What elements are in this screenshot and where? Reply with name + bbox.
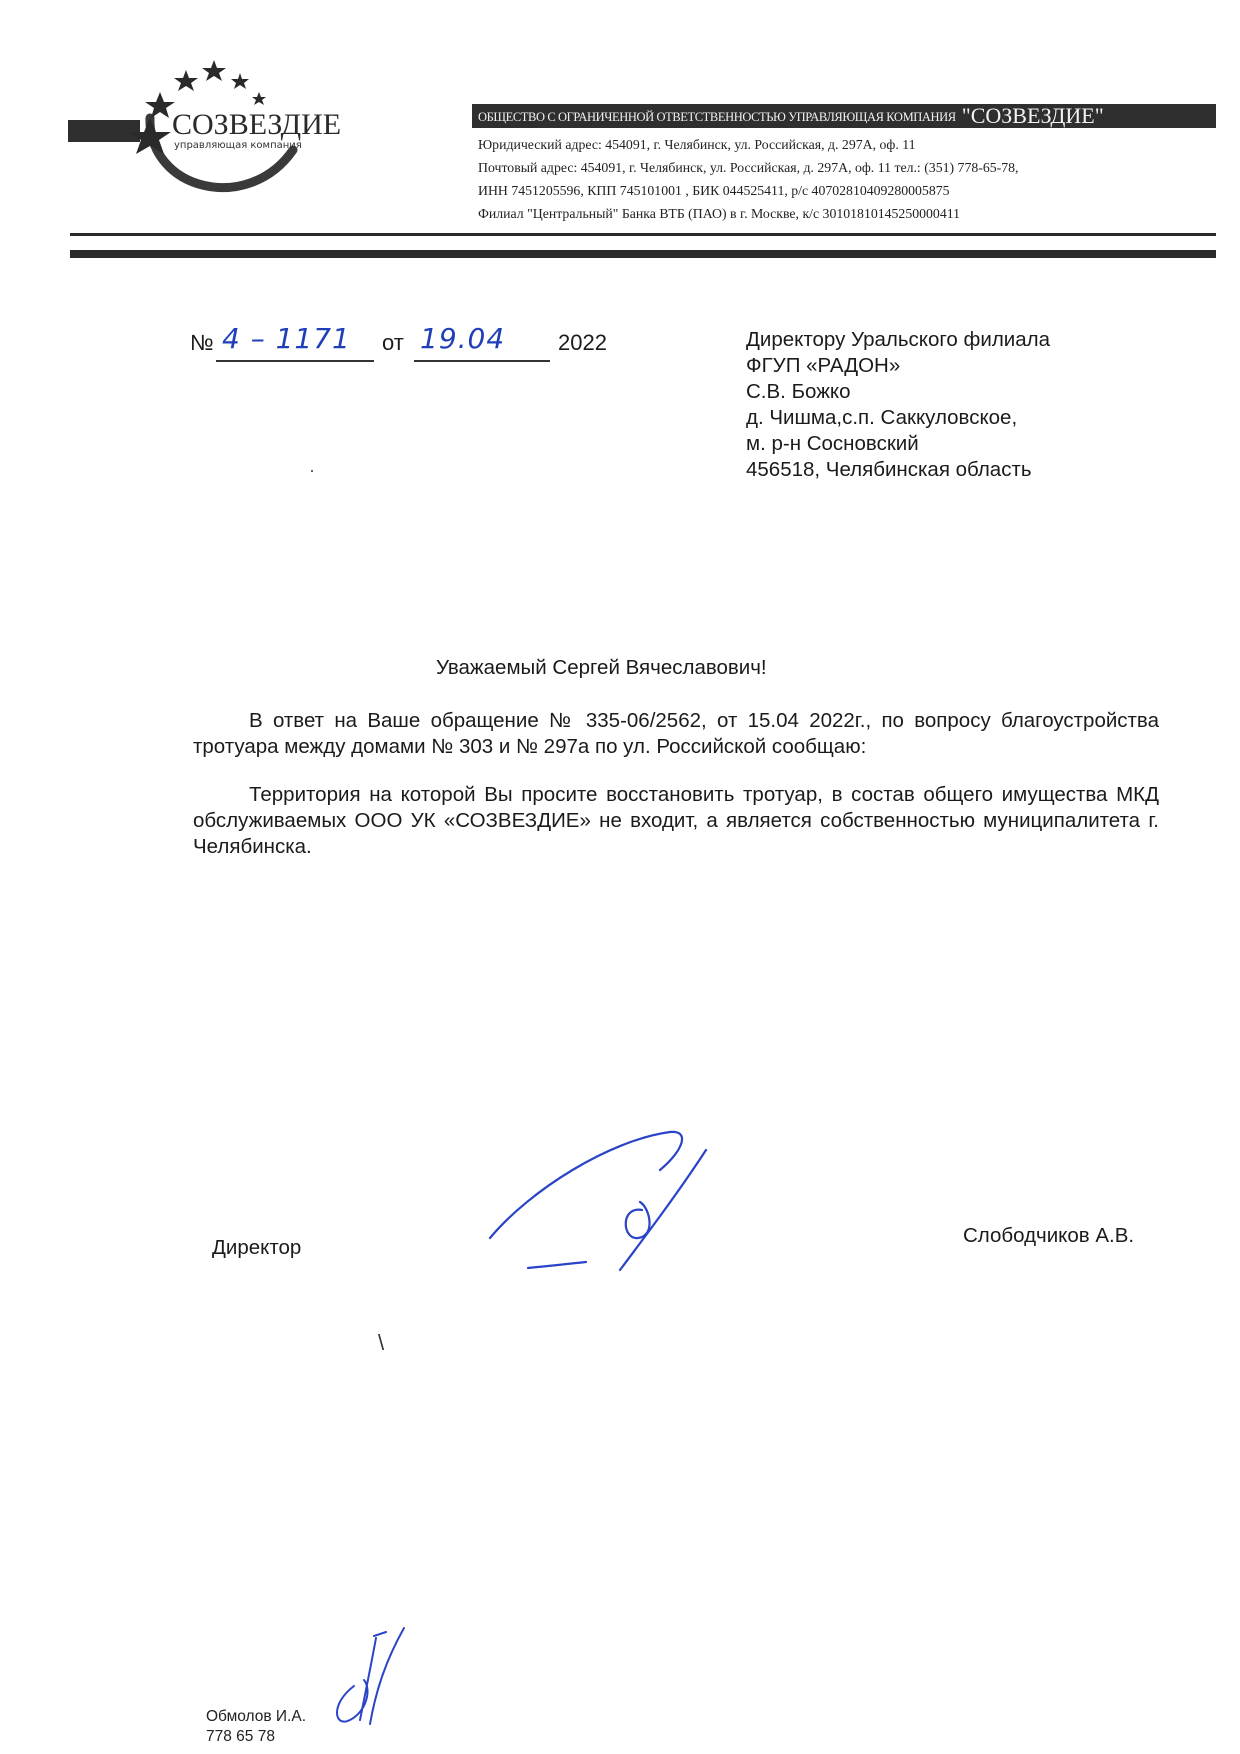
requisite-postal-address: Почтовый адрес: 454091, г. Челябинск, ул. Российская, д. 297А, оф. 11 тел.: (351) 778-65-78,	[478, 160, 1019, 175]
body-paragraph-1: В ответ на Ваше обращение № 335-06/2562, от 15.04 2022г., по вопросу благоустройства тротуара между домами № 303 и № 297а по ул. Российской сообщаю:	[193, 709, 1159, 758]
stray-mark: \	[378, 1330, 385, 1355]
company-brand: "СОЗВЕЗДИЕ"	[961, 103, 1104, 128]
date-underline	[414, 360, 550, 362]
executor-signature	[326, 1620, 422, 1730]
constellation-logo-icon	[128, 40, 358, 220]
company-logo	[128, 40, 358, 220]
addressee-line-1: Директору Уральского филиала	[746, 328, 1051, 351]
director-signature	[470, 1120, 750, 1290]
logo-subtitle: управляющая компания	[174, 140, 302, 151]
requisite-tax-ids: ИНН 7451205596, КПП 745101001 , БИК 044525411, р/с 40702810409280005875	[478, 183, 950, 198]
signature-icon	[470, 1120, 750, 1290]
requisite-bank: Филиал "Центральный" Банка ВТБ (ПАО) в г. Москве, к/с 30101810145250000411	[478, 206, 961, 221]
company-line: ОБЩЕСТВО С ОГРАНИЧЕННОЙ ОТВЕТСТВЕННОСТЬЮ УПРАВЛЯЮЩАЯ КОМПАНИЯ	[478, 110, 956, 124]
letterhead-rule-thin	[70, 233, 1216, 236]
executor-signature-icon	[326, 1620, 422, 1730]
company-full-name	[478, 104, 1104, 128]
executor-name: Обмолов И.А.	[206, 1708, 307, 1725]
body-paragraph-2: Территория на которой Вы просите восстановить тротуар, в состав общего имущества МКД обслуживаемых ООО УК «СОЗВЕЗДИЕ» не входит, а является собственностью муниципалитета г. Челябинска.	[193, 783, 1159, 858]
executor-phone: 778 65 78	[206, 1728, 275, 1745]
letterhead-rule-thick	[70, 250, 1216, 258]
signatory-name: Слободчиков А.В.	[963, 1224, 1135, 1247]
addressee-line-3: С.В. Божко	[746, 380, 851, 403]
outgoing-number: 4 – 1171	[222, 322, 351, 355]
addressee-line-6: 456518, Челябинская область	[746, 458, 1032, 481]
outgoing-date: 19.04	[420, 322, 506, 355]
logo-wordmark: СОЗВЕЗДИЕ	[172, 108, 342, 141]
outgoing-number-prefix: №	[190, 330, 214, 355]
outgoing-year: 2022	[558, 330, 607, 355]
date-label: от	[382, 330, 404, 355]
number-underline	[216, 360, 374, 362]
scan-speck	[311, 470, 313, 472]
addressee-line-2: ФГУП «РАДОН»	[746, 354, 901, 377]
addressee-line-4: д. Чишма,с.п. Саккуловское,	[746, 406, 1018, 429]
addressee-line-5: м. р-н Сосновский	[746, 432, 919, 455]
signatory-position: Директор	[212, 1236, 302, 1259]
requisite-legal-address: Юридический адрес: 454091, г. Челябинск, ул. Российская, д. 297А, оф. 11	[478, 137, 916, 152]
salutation: Уважаемый Сергей Вячеславович!	[436, 656, 767, 679]
